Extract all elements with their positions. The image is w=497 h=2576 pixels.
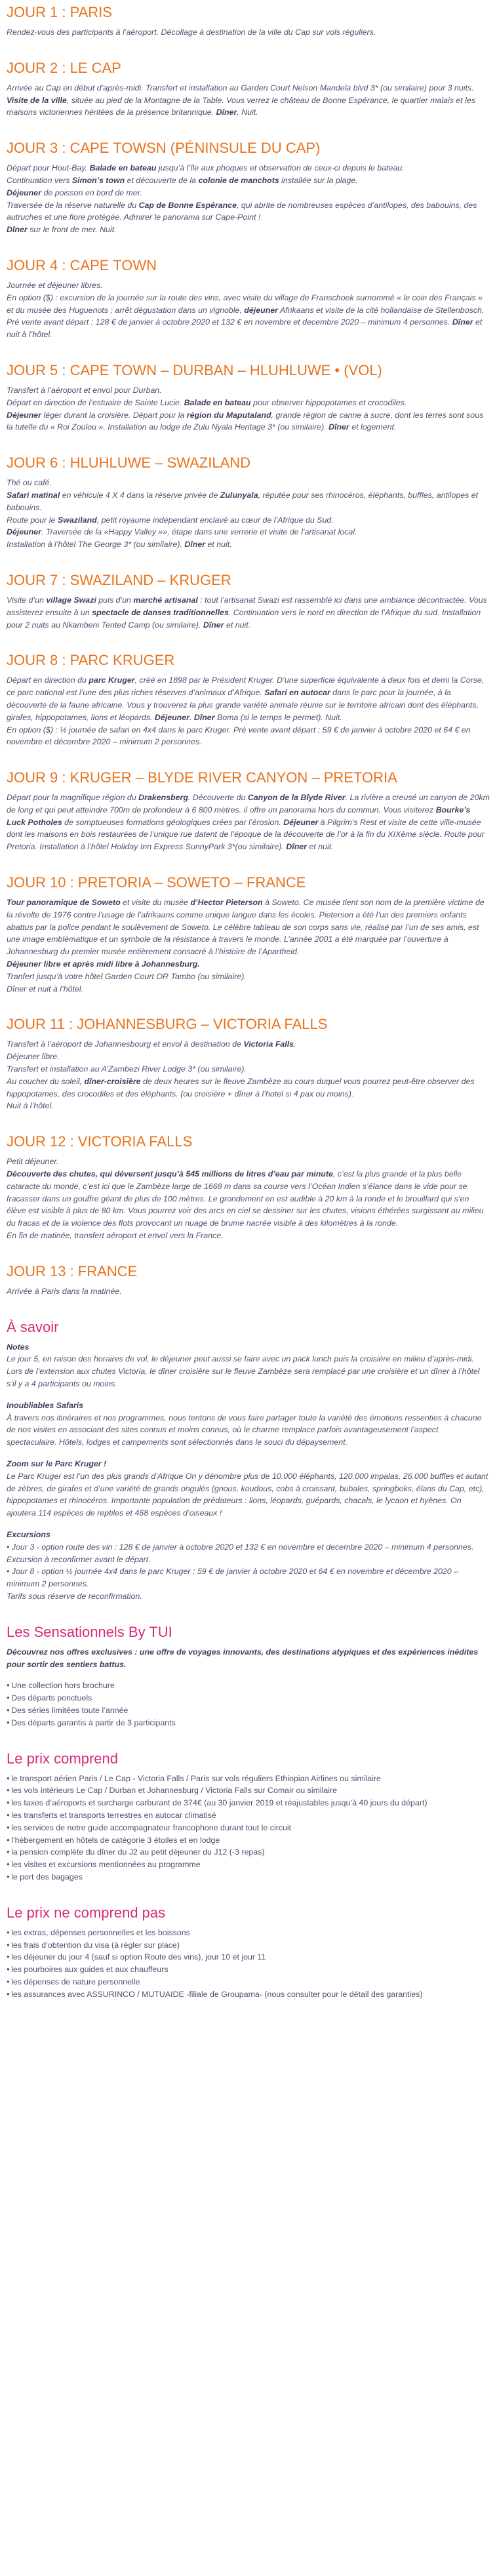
- section-title: Le prix comprend: [7, 1750, 118, 1767]
- day-title: JOUR 7 : SWAZILAND – KRUGER: [7, 571, 231, 588]
- day-title: JOUR 2 : LE CAP: [7, 59, 121, 76]
- notes-block: Notes Le jour 5, en raison des horaires de vol, le déjeuner peut aussi se faire avec un pack lunch puis la croisière en milieu d’après-midi. Lors de l’extension aux chutes Victoria, le dîner croisière sur le fleuve Zambèze sera remplacé par une croisière et un dîner à l’hôtel s’il y a 4 participants ou moins.: [7, 1342, 480, 1388]
- day-title: JOUR 6 : HLUHLUWE – SWAZILAND: [7, 454, 251, 472]
- day-text: Départ pour la magnifique région du Drakensberg. Découverte du Canyon de la Blyde River. La rivière a creusé un canyon de 20km de long et qui peut atteindre 700m de profondeur à 6 800 mètres. il offre un panorama hors du commun. Vous visiterez Bourke’s Luck Potholes de somptueuses formations géologiques crées par l’érosion. Déjeuner à Pilgrim’s Rest et visite de cette ville-musée dont les maisons en bois restaurées de l’unique rue datent de l’époque de la découverte de l’or à la fin du XIXème siècle. Route pour Pretoria. Installation à l’hôtel Holiday Inn Express SunnyPark 3*(ou similaire). Dîner et nuit.: [7, 793, 490, 852]
- section-title: Le prix ne comprend pas: [7, 1904, 166, 1921]
- prix-comprend-list: [7, 1773, 490, 1883]
- day-title: JOUR 1 : PARIS: [7, 4, 112, 20]
- day-2: [7, 60, 490, 119]
- day-text: Transfert à l’aéroport de Johannesbourg et envol à destination de Victoria Falls. Déjeuner libre. Transfert et installation au A’Zambezi River Lodge 3* (ou similaire). Au coucher du soleil, dîner-croisière de deux heures sur le fleuve Zambèze au cours duquel vous pourrez peut-être observer des hippopotames, des crocodiles et des éléphants. (ou croisière + dîner à l’hotel si 4 pax ou moins). Nuit à l’hôtel.: [7, 1039, 475, 1111]
- list-item: ● les taxes d’aéroports et surcharge carburant de 374€ (au 30 janvier 2019 et réajustables jusqu’à 40 jours du départ): [7, 1797, 490, 1809]
- day-text: Arrivée au Cap en début d’après-midi. Transfert et installation au Garden Court Nelson Mandela blvd 3* (ou similaire) pour 3 nuits. Visite de la ville, située au pied de la Montagne de la Table. Vous verrez le château de Bonne Espérance, le quartier malais et les maisons victoriennes héritées de la présence britannique. Dîner. Nuit.: [7, 83, 475, 117]
- day-5: [7, 362, 490, 433]
- list-item: ● les services de notre guide accompagnateur francophone durant tout le circuit: [7, 1822, 490, 1834]
- list-item: ● les dépenses de nature personnelle: [7, 1976, 490, 1988]
- list-item: ● le transport aérien Paris / Le Cap - Victoria Falls / Paris sur vols réguliers Ethiopian Airlines ou similaire: [7, 1773, 490, 1785]
- list-item: ● Des départs ponctuels: [7, 1692, 490, 1704]
- list-item: ● Des départs garantis à partir de 3 participants: [7, 1717, 490, 1729]
- day-12: [7, 1133, 490, 1242]
- a-savoir-section: [7, 1319, 490, 1603]
- list-item: ● Des séries limitées toute l’année: [7, 1704, 490, 1717]
- prix-comprend-section: [7, 1750, 490, 1883]
- day-3: [7, 140, 490, 236]
- day-text: Tour panoramique de Soweto et visite du musée d’Hector Pieterson à Soweto. Ce musée tient son nom de la première victime de la révolte de 1976 contre l’usage de l’afrikaans comme unique langue dans les écoles. Pieterson a été l’un des premiers enfants abattus par la police pendant le soulèvement de Soweto. Le célèbre tableau de son corps sans vie, réalisé par l’un de ses amis, est une image emblématique et un symbole de la résistance à travers le monde. L’année 2001 a été marquée par l’ouverture à Johannesburg du premier musée entièrement consacré à l’histoire de l’Apartheid. Déjeuner libre et après midi libre à Johannesburg. Tranfert jusqu’à votre hôtel Garden Court OR Tambo (ou similaire). Dîner et nuit à l’hôtel.: [7, 898, 485, 994]
- safaris-block: Inoubliables Safaris À travers nos itinéraires et nos programmes, nous tentons de vous faire partager toute la variété des émotions ressenties à chacune de nos visites en associant des sites connus et moins connus, où le charme remplace parfois avantageusement l’aspect spectaculaire. Hôtels, lodges et campements sont sélectionnés dans le souci du dépaysement.: [7, 1400, 482, 1447]
- day-text: Visite d’un village Swazi puis d’un marché artisanal : tout l’artisanat Swazi est rassemblé ici dans une ambiance décontractée. Vous assisterez ensuite à un spectacle de danses traditionnelles. Continuation vers le nord en direction de l’Afrique du sud. Installation pour 2 nuits au Nkambeni Tented Camp (ou similaire). Dîner et nuit.: [7, 595, 487, 630]
- day-text: Journée et déjeuner libres. En option ($) : excursion de la journée sur la route des vins, avec visite du village de Franschoek surnommé « le coin des Français » et du musée des Huguenots ; arrêt dégustation dans un vignoble, déjeuner Afrikaans et visite de la cité hollandaise de Stellenbosch. Pré vente avant départ : 128 € de janvier à octobre 2020 et 132 € en novembre et decembre 2020 – minimum 4 personnes. Dîner et nuit à l’hôtel.: [7, 280, 485, 340]
- day-title: JOUR 3 : CAPE TOWSN (PÉNINSULE DU CAP): [7, 140, 321, 157]
- day-title: JOUR 8 : PARC KRUGER: [7, 652, 175, 669]
- prix-ne-comprend-section: [7, 1904, 490, 2001]
- day-title: JOUR 4 : CAPE TOWN: [7, 256, 157, 273]
- day-9: [7, 769, 490, 853]
- day-text: Rendez-vous des participants à l’aéroport. Décollage à destination de la ville du Cap sur vols réguliers.: [7, 28, 376, 37]
- day-title: JOUR 5 : CAPE TOWN – DURBAN – HLUHLUWE • (VOL): [7, 361, 382, 378]
- prix-ne-comprend-list: [7, 1927, 490, 2001]
- list-item: ● la pension complète du dîner du J2 au petit déjeuner du J12 (-3 repas): [7, 1846, 490, 1859]
- day-title: JOUR 10 : PRETORIA – SOWETO – FRANCE: [7, 874, 306, 891]
- list-item: ● les assurances avec ASSURINCO / MUTUAIDE -filiale de Groupama- (nous consulter pour le détail des garanties): [7, 1988, 490, 2001]
- day-13: [7, 1263, 490, 1298]
- list-item: ● le port des bagages: [7, 1871, 490, 1883]
- list-item: ● les transferts et transports terrestres en autocar climatisé: [7, 1809, 490, 1822]
- day-title: JOUR 11 : JOHANNESBURG – VICTORIA FALLS: [7, 1016, 328, 1033]
- kruger-block: Zoom sur le Parc Kruger ! Le Parc Kruger est l’un des plus grands d’Afrique On y dénombre plus de 10.000 éléphants, 120.000 impalas, 26.000 buffles et autant de zèbres, de girafes et d’une variété de grands ongulés (gnous, koudous, cobs à croissant, bubales, springboks, élans du Cap, etc), hippopotames et rhinocéros. Importante population de prédateurs : lions, léopards, guépards, chacals, le lycaon et hyènes. On ajoutera 114 espèces de reptiles et 468 espèces d’oiseaux !: [7, 1459, 488, 1518]
- day-6: [7, 454, 490, 551]
- sensationnels-intro: Découvrez nos offres exclusives : une offre de voyages innovants, des destinations atypiques et des expériences inédites pour sortir des sentiers battus.: [7, 1647, 479, 1669]
- sensationnels-section: [7, 1624, 490, 1729]
- day-text: Départ en direction du parc Kruger, créé en 1898 par le Président Kruger. D’une superficie équivalente à deux fois et demi la Corse, ce parc national est l’une des plus riches réserves d’animaux d’Afrique. Safari en autocar dans le parc pour la journée, à la découverte de la faune africaine. Vous y trouverez la plus grande variété animale réunie sur le territoire africain dont des éléphants, girafes, hippopotames, lions et léopards. Déjeuner. Dîner Boma (si le temps le permet). Nuit. En option ($) : ½ journée de safari en 4x4 dans le parc Kruger. Pré vente avant départ : 59 € de janvier à octobre 2020 et 64 € en novembre et décembre 2020 – minimum 2 personnes.: [7, 675, 485, 747]
- section-title: À savoir: [7, 1318, 59, 1335]
- day-text: Arrivée à Paris dans la matinée.: [7, 1286, 122, 1296]
- list-item: ● les pourboires aux guides et aux chauffeurs: [7, 1963, 490, 1976]
- sensationnels-list: [7, 1680, 490, 1729]
- list-item: ● Une collection hors brochure: [7, 1680, 490, 1692]
- list-item: ● les visites et excursions mentionnées au programme: [7, 1859, 490, 1871]
- list-item: ● l’hébergement en hôtels de catégorie 3 étoiles et en lodge: [7, 1834, 490, 1847]
- day-text: Départ pour Hout-Bay. Balade en bateau jusqu’à l’île aux phoques et observation de ceux-ci depuis le bateau. Continuation vers Simon’s town et découverte de la colonie de manchots installée sur la plage. Déjeuner de poisson en bord de mer. Traversée de la réserve naturelle du Cap de Bonne Espérance, qui abrite de nombreuses espèces d’antilopes, des babouins, des autruches et une flore protégée. Admirer le panorama sur Cape-Point ! Dîner sur le front de mer. Nuit.: [7, 163, 477, 235]
- day-10: [7, 874, 490, 995]
- day-7: [7, 572, 490, 631]
- list-item: ● les vols intérieurs Le Cap / Durban et Johannesburg / Victoria Falls sur Comair ou similaire: [7, 1784, 490, 1797]
- day-title: JOUR 9 : KRUGER – BLYDE RIVER CANYON – PRETORIA: [7, 769, 397, 786]
- day-4: [7, 257, 490, 341]
- day-title: JOUR 12 : VICTORIA FALLS: [7, 1133, 193, 1150]
- day-8: [7, 652, 490, 748]
- day-text: Thé ou café. Safari matinal en véhicule 4 X 4 dans la réserve privée de Zulunyala, réputée pour ses rhinocéros, éléphants, buffles, antilopes et babouins. Route pour le Swaziland, petit royaume indépendant enclavé au cœur de l’Afrique du Sud. Déjeuner. Traversée de la «Happy Valley »», étape dans une verrerie et visite de l’artisanat local. Installation à l’hôtel The George 3* (ou similaire). Dîner et nuit.: [7, 478, 479, 550]
- section-title: Les Sensationnels By TUI: [7, 1623, 172, 1640]
- day-text: Petit déjeuner. Découverte des chutes, qui déversent jusqu’à 545 millions de litres d’eau par minute, c’est la plus grande et la plus belle cataracte du monde, c’est ici que le Zambèze large de 1668 m dans sa course vers l’Océan Indien s’élance dans le vide pour se fracasser dans un gouffre géant de plus de 100 mètres. Le grondement en est audible à 20 km à la ronde et le brouillard qui s’en élève est visible à plus de 80 km. Vous pourrez voir des arcs en ciel se dessiner sur les chutes, visions éthérées surgissant au milieu du fracas et de la violence des flots provocant un nuage de brume nacrée visible à des kilomètres à la ronde. En fin de matinée, transfert aéroport et envol vers la France.: [7, 1157, 484, 1241]
- day-text: Transfert à l’aéroport et envol pour Durban. Départ en direction de l’estuaire de Sainte Lucie. Balade en bateau pour observer hippopotames et crocodiles. Déjeuner léger durant la croisière. Départ pour la région du Maputaland, grande région de canne à sucre, dont les terres sont sous la tutelle du « Roi Zoulou ». Installation au lodge de Zulu Nyala Heritage 3* (ou similaire). Dîner et logement.: [7, 385, 484, 432]
- list-item: ● les déjeuner du jour 4 (sauf si option Route des vins), jour 10 et jour 11: [7, 1951, 490, 1963]
- day-title: JOUR 13 : FRANCE: [7, 1262, 138, 1279]
- day-1: [7, 4, 490, 39]
- list-item: ● les extras, dépenses personnelles et les boissons: [7, 1927, 490, 1939]
- day-11: [7, 1016, 490, 1112]
- excursions-block: Excursions • Jour 3 - option route des vin : 128 € de janvier à octobre 2020 et 132 € en novembre et decembre 2020 – minimum 4 personnes. Excursion à reconfirmer avant le départ. • Jour 8 - option ½ journée 4x4 dans le parc Kruger : 59 € de janvier à octobre 2020 et 64 € en novembre et décembre 2020 – minimum 2 personnes. Tarifs sous réserve de reconfirmation.: [7, 1529, 474, 1601]
- list-item: ● les frais d’obtention du visa (à régler sur place): [7, 1939, 490, 1952]
